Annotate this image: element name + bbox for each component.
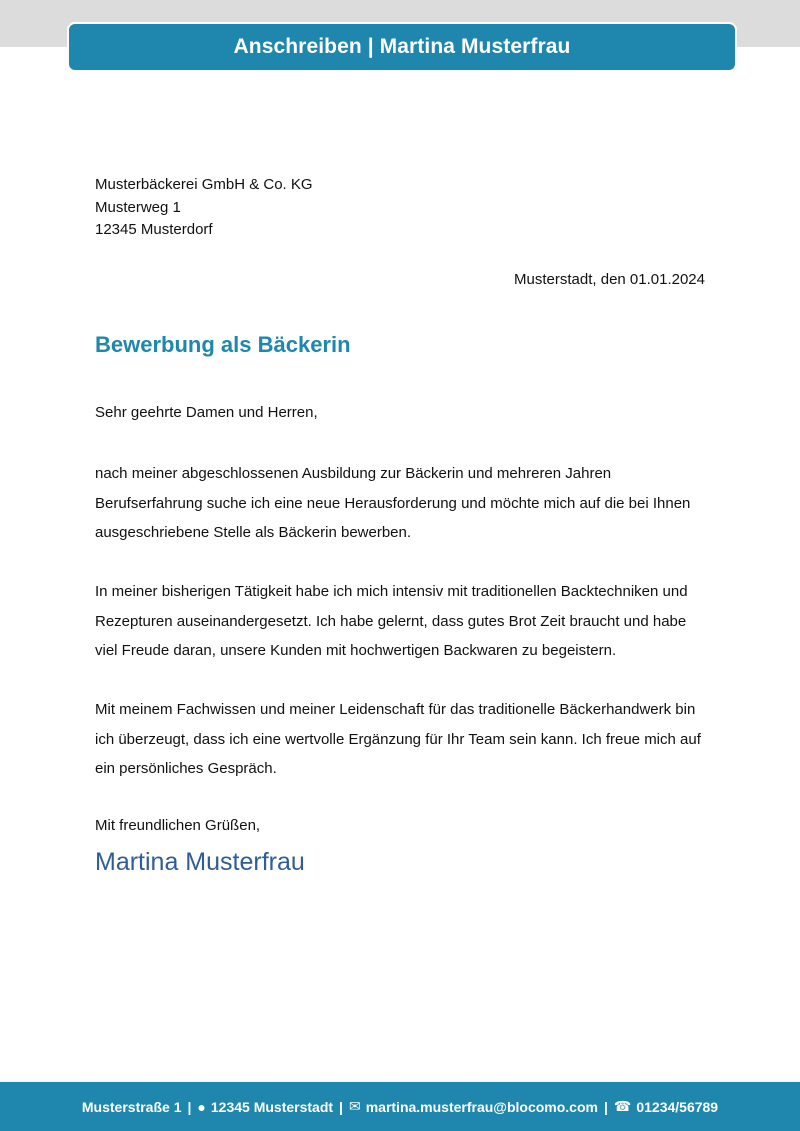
recipient-street: Musterweg 1 — [95, 198, 181, 216]
footer-separator: | — [603, 1098, 608, 1115]
recipient-address — [95, 174, 313, 242]
date-line: Musterstadt, den 01.01.2024 — [514, 271, 705, 288]
salutation: Sehr geehrte Damen und Herren, — [95, 404, 318, 421]
body-paragraph-1: nach meiner abgeschlossenen Ausbildung zur Bäckerin und mehreren Jahren Berufserfahrung suche ich eine neue Herausforderung und möchte mich auf die bei Ihnen ausgeschriebene Stelle als Bäckerin bewerben. — [95, 465, 691, 541]
body-paragraph-2: In meiner bisherigen Tätigkeit habe ich mich intensiv mit traditionellen Backtechniken und Rezepturen auseinandergesetzt. Ich habe gelernt, dass gutes Brot Zeit braucht und habe viel Freude daran, unsere Kunden mit hochwertigen Backwaren zu begeistern. — [95, 583, 688, 659]
body-paragraph-3: Mit meinem Fachwissen und meiner Leidenschaft für das traditionelle Bäckerhandwerk bin ich überzeugt, dass ich eine wertvolle Ergänzung für Ihr Team sein kann. Ich freue mich auf ein persönliches Gespräch. — [95, 701, 701, 777]
header-title: Anschreiben | Martina Musterfrau — [233, 35, 571, 58]
header-bar — [67, 22, 737, 72]
subject-heading: Bewerbung als Bäckerin — [95, 332, 351, 357]
footer-phone: 01234/56789 — [636, 1098, 719, 1115]
recipient-company: Musterbäckerei GmbH & Co. KG — [95, 176, 313, 193]
envelope-icon: ✉ — [348, 1098, 361, 1114]
signature-name: Martina Musterfrau — [95, 848, 305, 876]
location-icon: ● — [197, 1098, 206, 1115]
footer-contact-bar — [0, 1082, 800, 1131]
recipient-city: 12345 Musterdorf — [95, 221, 213, 238]
footer-email: martina.musterfrau@blocomo.com — [365, 1098, 598, 1115]
footer-street: Musterstraße 1 — [81, 1098, 182, 1115]
closing: Mit freundlichen Grüßen, — [95, 817, 261, 834]
footer-separator: | — [187, 1098, 192, 1115]
phone-icon: ☎ — [613, 1098, 632, 1114]
footer-city: 12345 Musterstadt — [210, 1098, 334, 1115]
footer-separator: | — [339, 1098, 343, 1115]
